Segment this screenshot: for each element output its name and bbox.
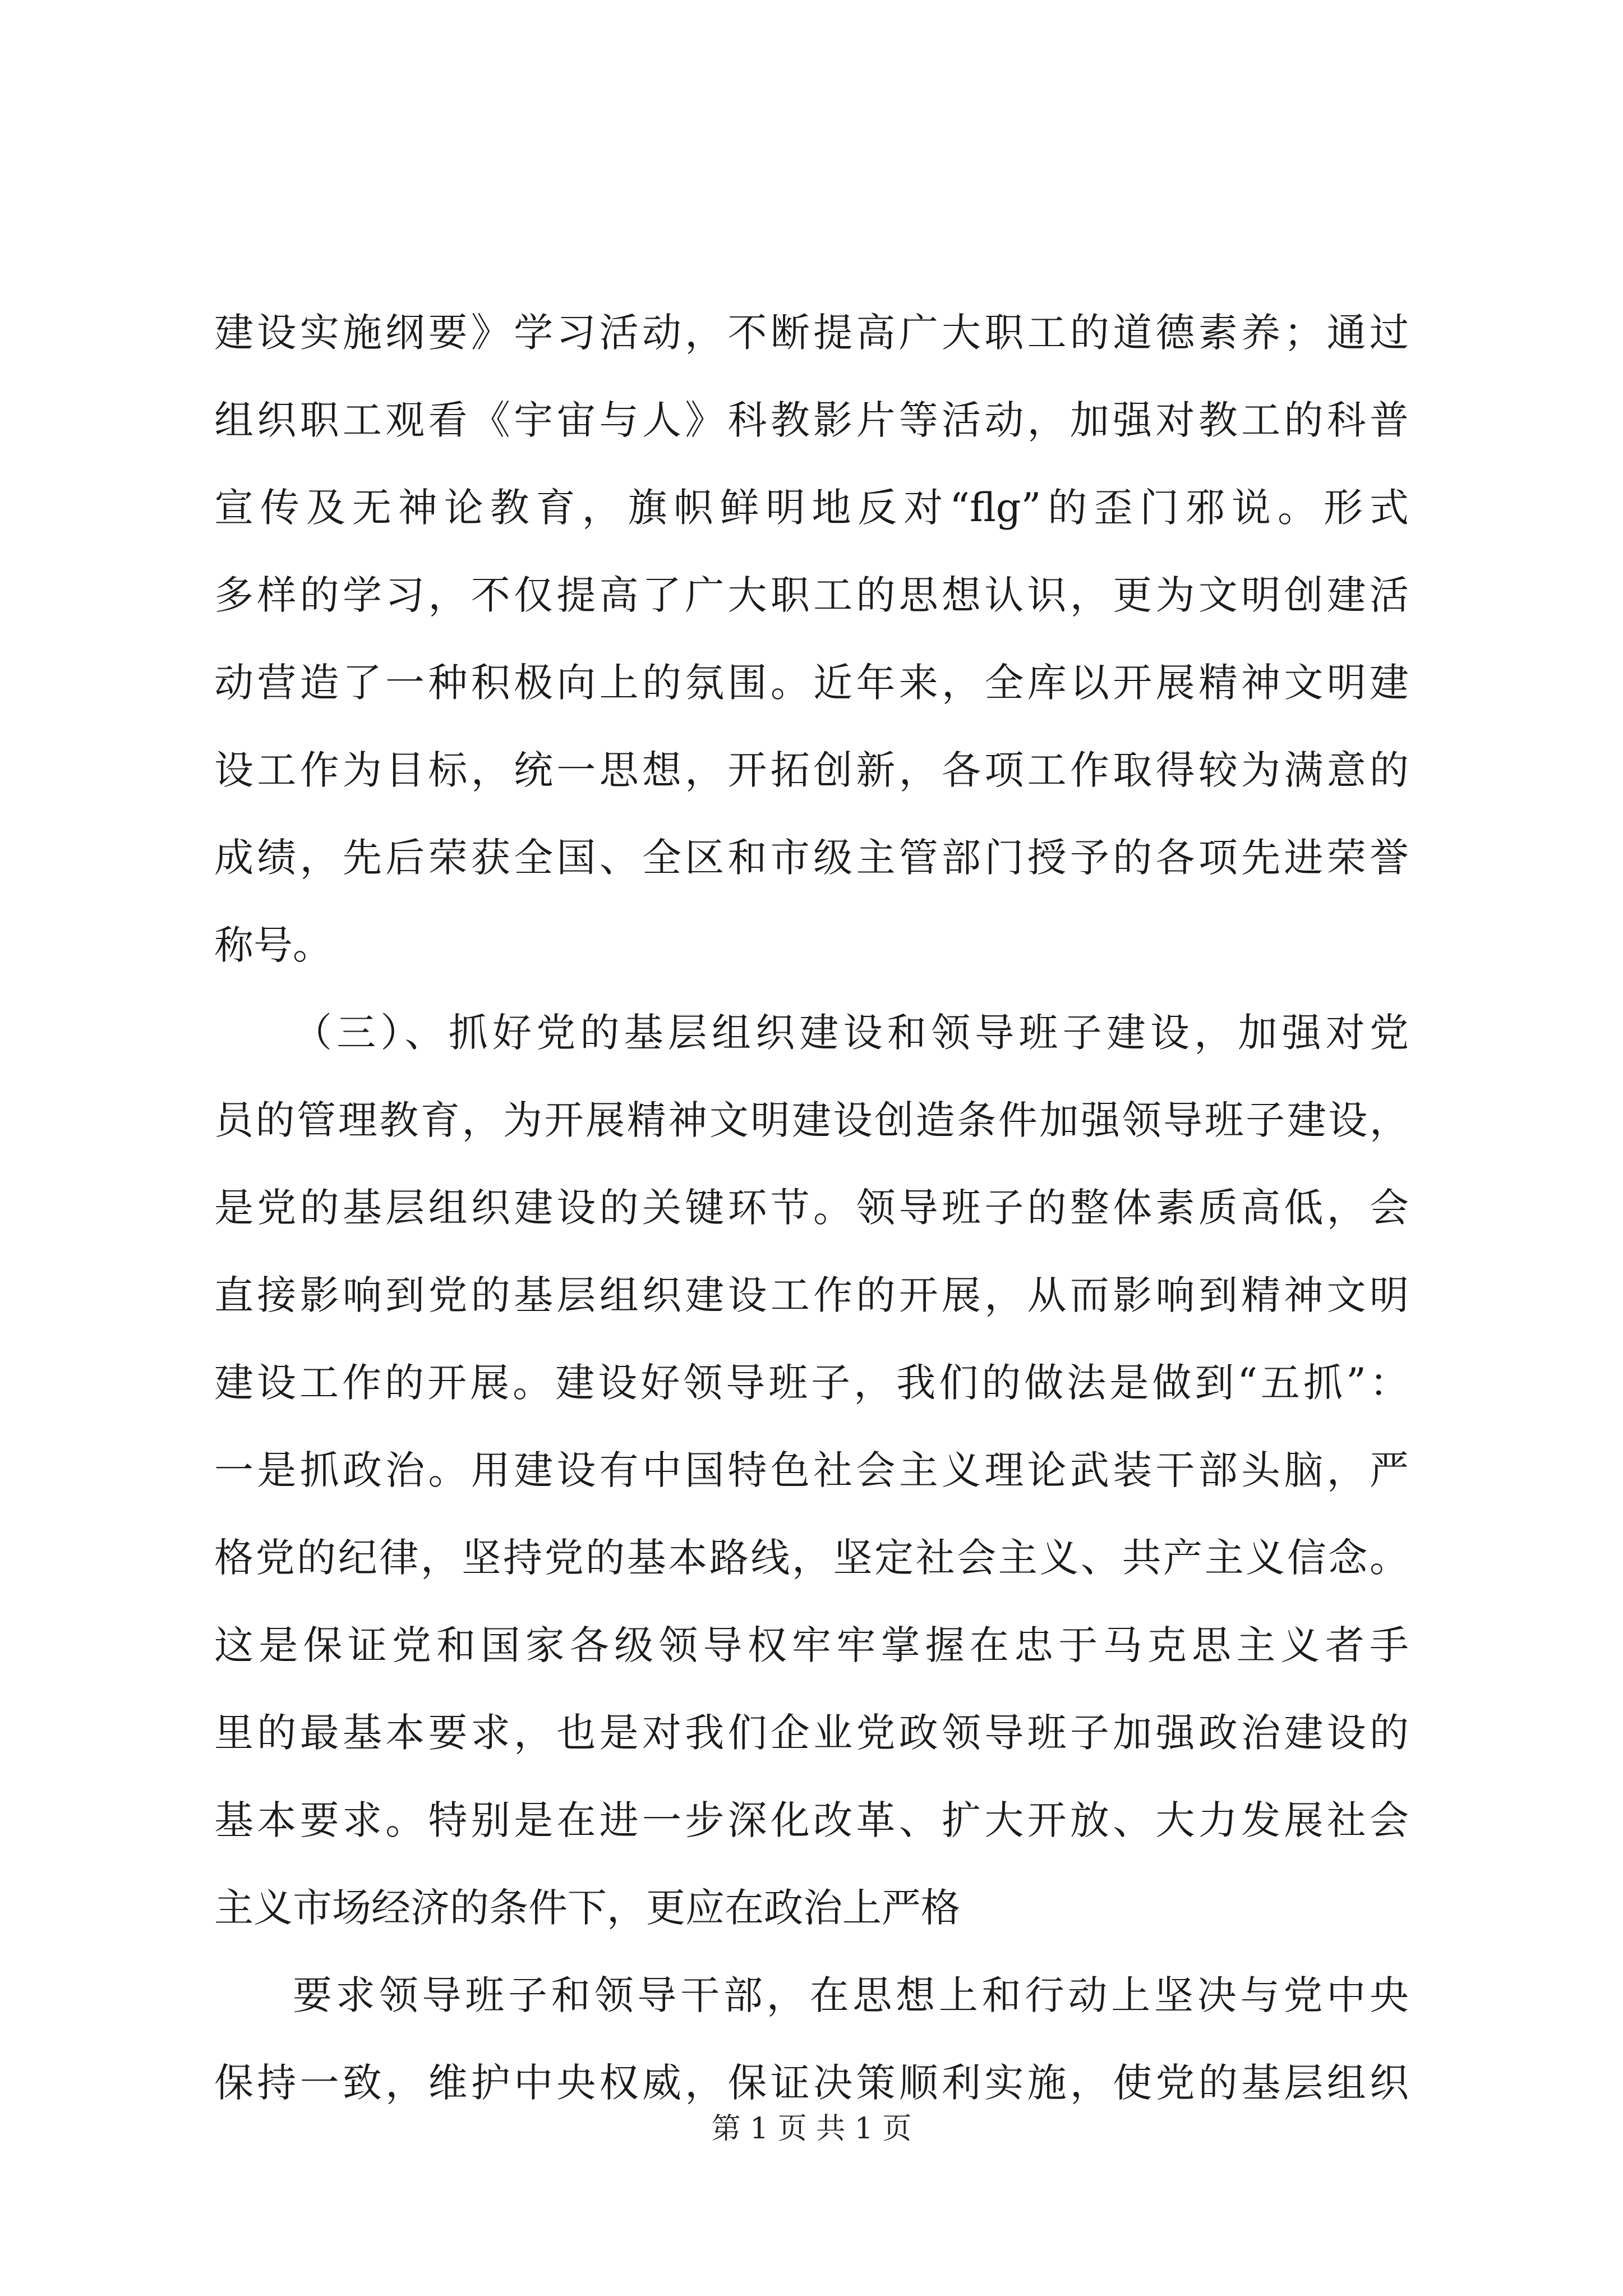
paragraph-1-line-7: 成绩，先后荣获全国、全区和市级主管部门授予的各项先进荣誉 bbox=[214, 835, 1409, 881]
page-number-label: 第 1 页 共 1 页 bbox=[711, 2112, 912, 2146]
paragraph-1-line-6: 设工作为目标，统一思想，开拓创新，各项工作取得较为满意的 bbox=[214, 747, 1409, 793]
paragraph-2-line-2: 员的管理教育，为开展精神文明建设创造条件加强领导班子建设， bbox=[214, 1097, 1409, 1143]
paragraph-2-line-7: 格党的纪律，坚持党的基本路线，坚定社会主义、共产主义信念。 bbox=[214, 1535, 1409, 1581]
paragraph-2-line-1: （三）、抓好党的基层组织建设和领导班子建设，加强对党 bbox=[293, 1010, 1409, 1056]
paragraph-3-line-1: 要求领导班子和领导干部，在思想上和行动上坚决与党中央 bbox=[293, 1972, 1409, 2018]
paragraph-2-line-5: 建设工作的开展。建设好领导班子，我们的做法是做到“五抓”： bbox=[214, 1360, 1409, 1406]
paragraph-2-line-6: 一是抓政治。用建设有中国特色社会主义理论武装干部头脑，严 bbox=[214, 1447, 1409, 1493]
paragraph-2-line-11: 主义市场经济的条件下，更应在政治上严格 bbox=[214, 1885, 960, 1931]
document-body bbox=[214, 289, 1409, 2127]
paragraph-2-line-8: 这是保证党和国家各级领导权牢牢掌握在忠于马克思主义者手 bbox=[214, 1622, 1409, 1668]
paragraph-2-line-4: 直接影响到党的基层组织建设工作的开展，从而影响到精神文明 bbox=[214, 1272, 1409, 1318]
paragraph-2-line-9: 里的最基本要求，也是对我们企业党政领导班子加强政治建设的 bbox=[214, 1710, 1409, 1756]
paragraph-2-line-10: 基本要求。特别是在进一步深化改革、扩大开放、大力发展社会 bbox=[214, 1797, 1409, 1843]
paragraph-1-line-8: 称号。 bbox=[214, 922, 332, 968]
page-footer bbox=[0, 2109, 1623, 2148]
paragraph-1-line-5: 动营造了一种积极向上的氛围。近年来，全库以开展精神文明建 bbox=[214, 660, 1409, 706]
paragraph-1-line-2: 组织职工观看《宇宙与人》科教影片等活动，加强对教工的科普 bbox=[214, 397, 1409, 443]
paragraph-2-line-3: 是党的基层组织建设的关键环节。领导班子的整体素质高低，会 bbox=[214, 1185, 1409, 1231]
paragraph-1-line-3: 宣传及无神论教育，旗帜鲜明地反对“flg”的歪门邪说。形式 bbox=[214, 485, 1409, 531]
paragraph-1-line-4: 多样的学习，不仅提高了广大职工的思想认识，更为文明创建活 bbox=[214, 572, 1409, 618]
paragraph-1-line-1: 建设实施纲要》学习活动，不断提高广大职工的道德素养；通过 bbox=[214, 310, 1409, 356]
paragraph-3-line-2: 保持一致，维护中央权威，保证决策顺利实施，使党的基层组织 bbox=[214, 2060, 1409, 2106]
